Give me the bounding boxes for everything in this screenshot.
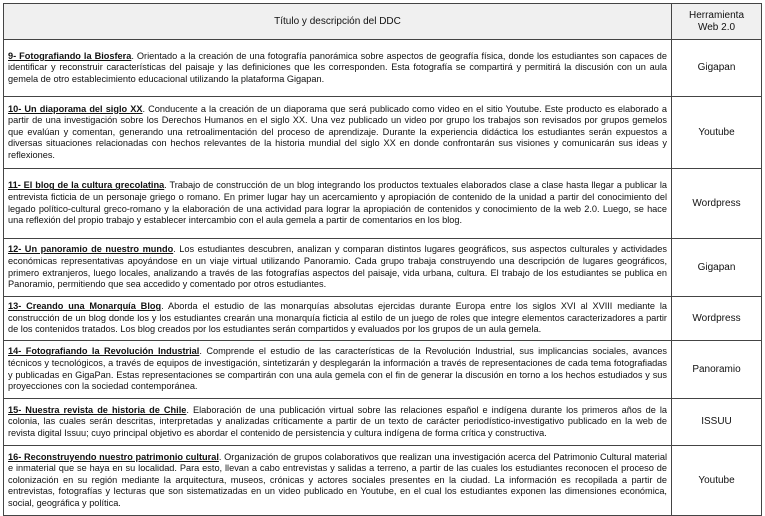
row-description-cell — [4, 169, 672, 239]
row-title: 14- Fotografiando la Revolución Industrial — [8, 346, 200, 357]
header-tool-line2: Web 2.0 — [697, 21, 736, 33]
table-row — [4, 446, 762, 516]
row-description: . Orientado a la creación de una fotografía panorámica sobre aspectos de geografía física, donde los estudiantes son capaces de identificar y reconstruir características del paisaje y las definiciones que les corresponden. Esta fotografía se compartirá y permitirá la discusión con un aula gemela de otro establecimiento educacional utilizando la plataforma Gigapan. — [8, 50, 667, 84]
row-description-cell — [4, 239, 672, 297]
row-description: . Los estudiantes descubren, analizan y comparan distintos lugares geográficos, sus aspectos culturales y actividades económicas representativas apoyándose en un viaje virtual utilizando Panoramio. Cada grupo trabaja construyendo una descripción de lugares geográficos, primero extranjeros, luego locales, analizando a través de las fotografías aspectos del paisaje, vida urbana, cultura. El trabajo de los estudiantes se publica en Panoramio, permitiendo que sea accedido y comentado por otros estudiantes. — [8, 244, 667, 290]
header-title: Título y descripción del DDC — [4, 4, 672, 40]
row-description: . Organización de grupos colaborativos que realizan una investigación acerca del Patrimonio Cultural material e inmaterial que se haya en su localidad. Para esto, llevan a cabo entrevistas y salidas a terreno, a partir de las cuales los estudiantes reconocen el proceso de colonización en su región mediante la arquitectura, museos, crónicas y actores sociales presentes en la ciudad. La información es recopilada a partir de entrevistas, fotografías y lecturas que son sistematizadas en un video publicado en Youtube, en el cual los estudiantes exponen las dimensiones económica, social, geográfica y política. — [8, 451, 667, 508]
table-row — [4, 40, 762, 97]
row-tool: Panoramio — [672, 341, 762, 399]
table-row — [4, 169, 762, 239]
row-title: 10- Un diaporama del siglo XX — [8, 103, 143, 114]
row-tool: Wordpress — [672, 297, 762, 341]
header-tool — [672, 4, 762, 40]
header-row — [4, 4, 762, 40]
row-tool: Wordpress — [672, 169, 762, 239]
table-row — [4, 97, 762, 169]
row-title: 9- Fotografiando la Biosfera — [8, 50, 132, 61]
row-description: . Conducente a la creación de un diaporama que será publicado como video en el sitio Youtube. Este producto es elaborado a partir de una investigación sobre los Derechos Humanos en el siglo XX. Una vez publicado un video por grupo los trabajos son revisados por grupos gemelos que evalúan y comentan, generando una retroalimentación del proceso de aprendizaje. Durante la experiencia didáctica los estudiantes serán expuestos a diversas situaciones relacionadas con hechos relevantes de la historia mundial del siglo XX en donde confrontarán sus visiones y comunicarán sus ideas y reflexiones. — [8, 103, 667, 160]
row-description-cell — [4, 399, 672, 446]
row-tool: Youtube — [672, 97, 762, 169]
row-description: . Elaboración de una publicación virtual sobre las relaciones español e indígena durante los primeros años de la colonia, las cuales serán descritas, interpretadas y analizadas críticamente a partir de un texto de carácter periodístico-investigativo publicado en la web de revista digital Issuu; cuyo principal objetivo es abordar el contenido de persistencia y cultura indígena de forma crítica y constructiva. — [8, 404, 667, 438]
row-title: 16- Reconstruyendo nuestro patrimonio cultural — [8, 451, 219, 462]
table-row — [4, 297, 762, 341]
row-description: . Trabajo de construcción de un blog integrando los productos textuales elaborados clase a clase hasta llegar a publicar la entrevista ficticia de un personaje griego o romano. En primer lugar hay un acercamiento y apropiación de contenido de la unidad a partir del conocimiento del legado político-cultural greco-romano y la elaboración de una actividad para lograr la apropiación de contenidos y conocimiento de la web 2.0. Luego, se hace una reflexión del propio trabajo y establecer intercambio con el aula gemela a partir de comentarios en los blog. — [8, 180, 668, 226]
row-tool: ISSUU — [672, 399, 762, 446]
row-description: . Aborda el estudio de las monarquías absolutas ejercidas durante Europa entre los siglos XVI al XVIII mediante la construcción de un blog donde los y los estudiantes crearán una monarquía ficticia al estilo de un juego de roles que integre elementos caracterizadores a partir de los contenidos tratados. Los blog creados por los estudiantes serán compartidos y evaluados por los grupos de un aula gemela. — [8, 301, 667, 335]
row-description-cell — [4, 97, 672, 169]
table-row — [4, 399, 762, 446]
row-tool: Gigapan — [672, 239, 762, 297]
row-description-cell — [4, 446, 672, 516]
row-title: 11- El blog de la cultura grecolatina — [8, 180, 165, 191]
header-tool-line1: Herramienta — [688, 9, 745, 21]
row-title: 12- Un panoramio de nuestro mundo — [8, 244, 174, 255]
row-description-cell — [4, 40, 672, 97]
row-tool: Gigapan — [672, 40, 762, 97]
table-row — [4, 239, 762, 297]
table-row — [4, 341, 762, 399]
ddc-table — [3, 3, 762, 516]
row-tool: Youtube — [672, 446, 762, 516]
row-title: 15- Nuestra revista de historia de Chile — [8, 404, 187, 415]
row-description-cell — [4, 297, 672, 341]
row-title: 13- Creando una Monarquía Blog — [8, 301, 162, 312]
row-description-cell — [4, 341, 672, 399]
row-description: . Comprende el estudio de las características de la Revolución Industrial, sus implicancias sociales, avances técnicos y tecnológicos, a través de equipos de investigación, sintetizarán y desplegarán la información a través de representaciones de cada tema fotografiadas y publicadas en GigaPan. Estas representaciones se compartirán con una aula gemela con el fin de generar la discusión en torno a los hechos estudiados y sus proyecciones con la sociedad contemporánea. — [8, 346, 667, 392]
